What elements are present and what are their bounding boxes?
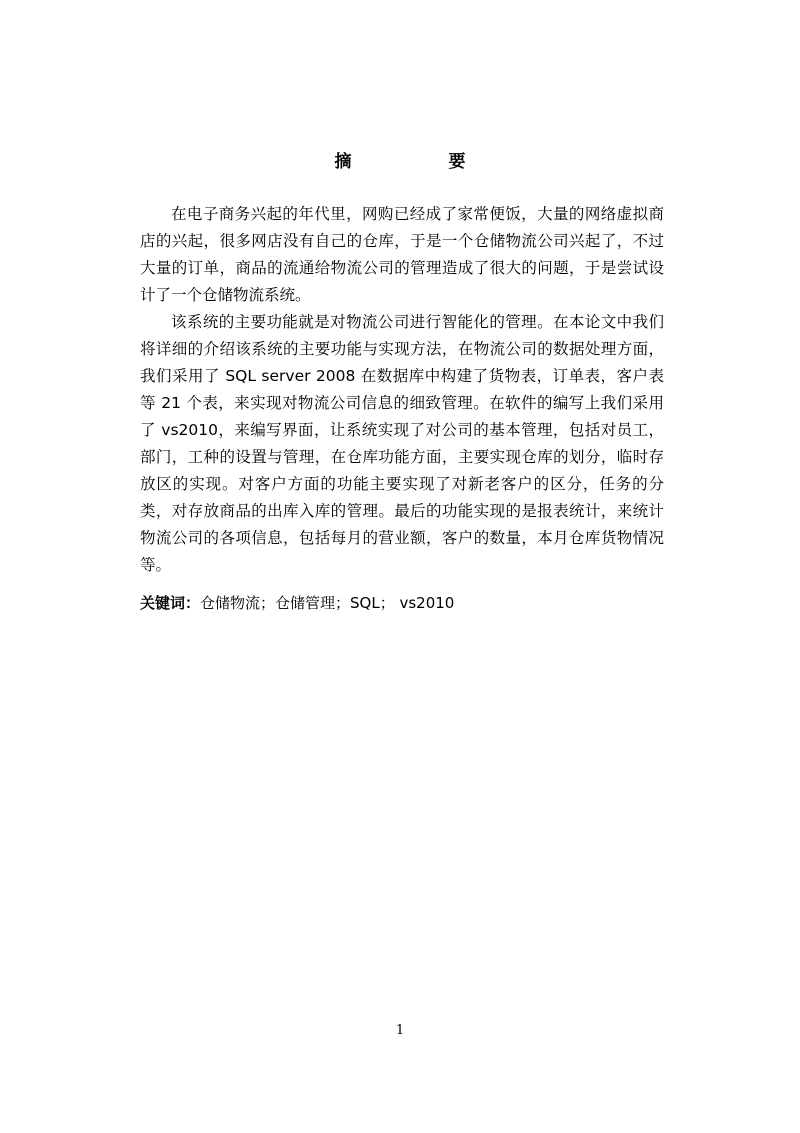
abstract-body [140,201,664,579]
keywords-text: 仓储物流；仓储管理；SQL； vs2010 [200,594,455,612]
abstract-paragraph-2: 该系统的主要功能就是对物流公司进行智能化的管理。在本论文中我们将详细的介绍该系统的主要功能与实现方法，在物流公司的数据处理方面，我们采用了 SQL server 2008 在数据库中构建了货物表，订单表，客户表等 21 个表，来实现对物流公司信息的细致管理。在软件的编写上我们采用了 vs2010，来编写界面，让系统实现了对公司的基本管理，包括对员工，部门，工种的设置与管理，在仓库功能方面，主要实现仓库的划分，临时存放区的实现。对客户方面的功能主要实现了对新老客户的区分，任务的分类，对存放商品的出库入库的管理。最后的功能实现的是报表统计，来统计物流公司的各项信息，包括每月的营业额，客户的数量，本月仓库货物情况等。 [140,313,664,574]
keywords-label: 关键词： [140,594,201,612]
abstract-title: 摘 要 [334,152,506,172]
abstract-paragraph-1: 在电子商务兴起的年代里，网购已经成了家常便饭，大量的网络虚拟商店的兴起，很多网店没有自己的仓库，于是一个仓储物流公司兴起了，不过大量的订单，商品的流通给物流公司的管理造成了很大的问题，于是尝试设计了一个仓储物流系统。 [140,205,664,304]
page-number: 1 [395,1023,405,1038]
keywords-line [140,591,700,615]
